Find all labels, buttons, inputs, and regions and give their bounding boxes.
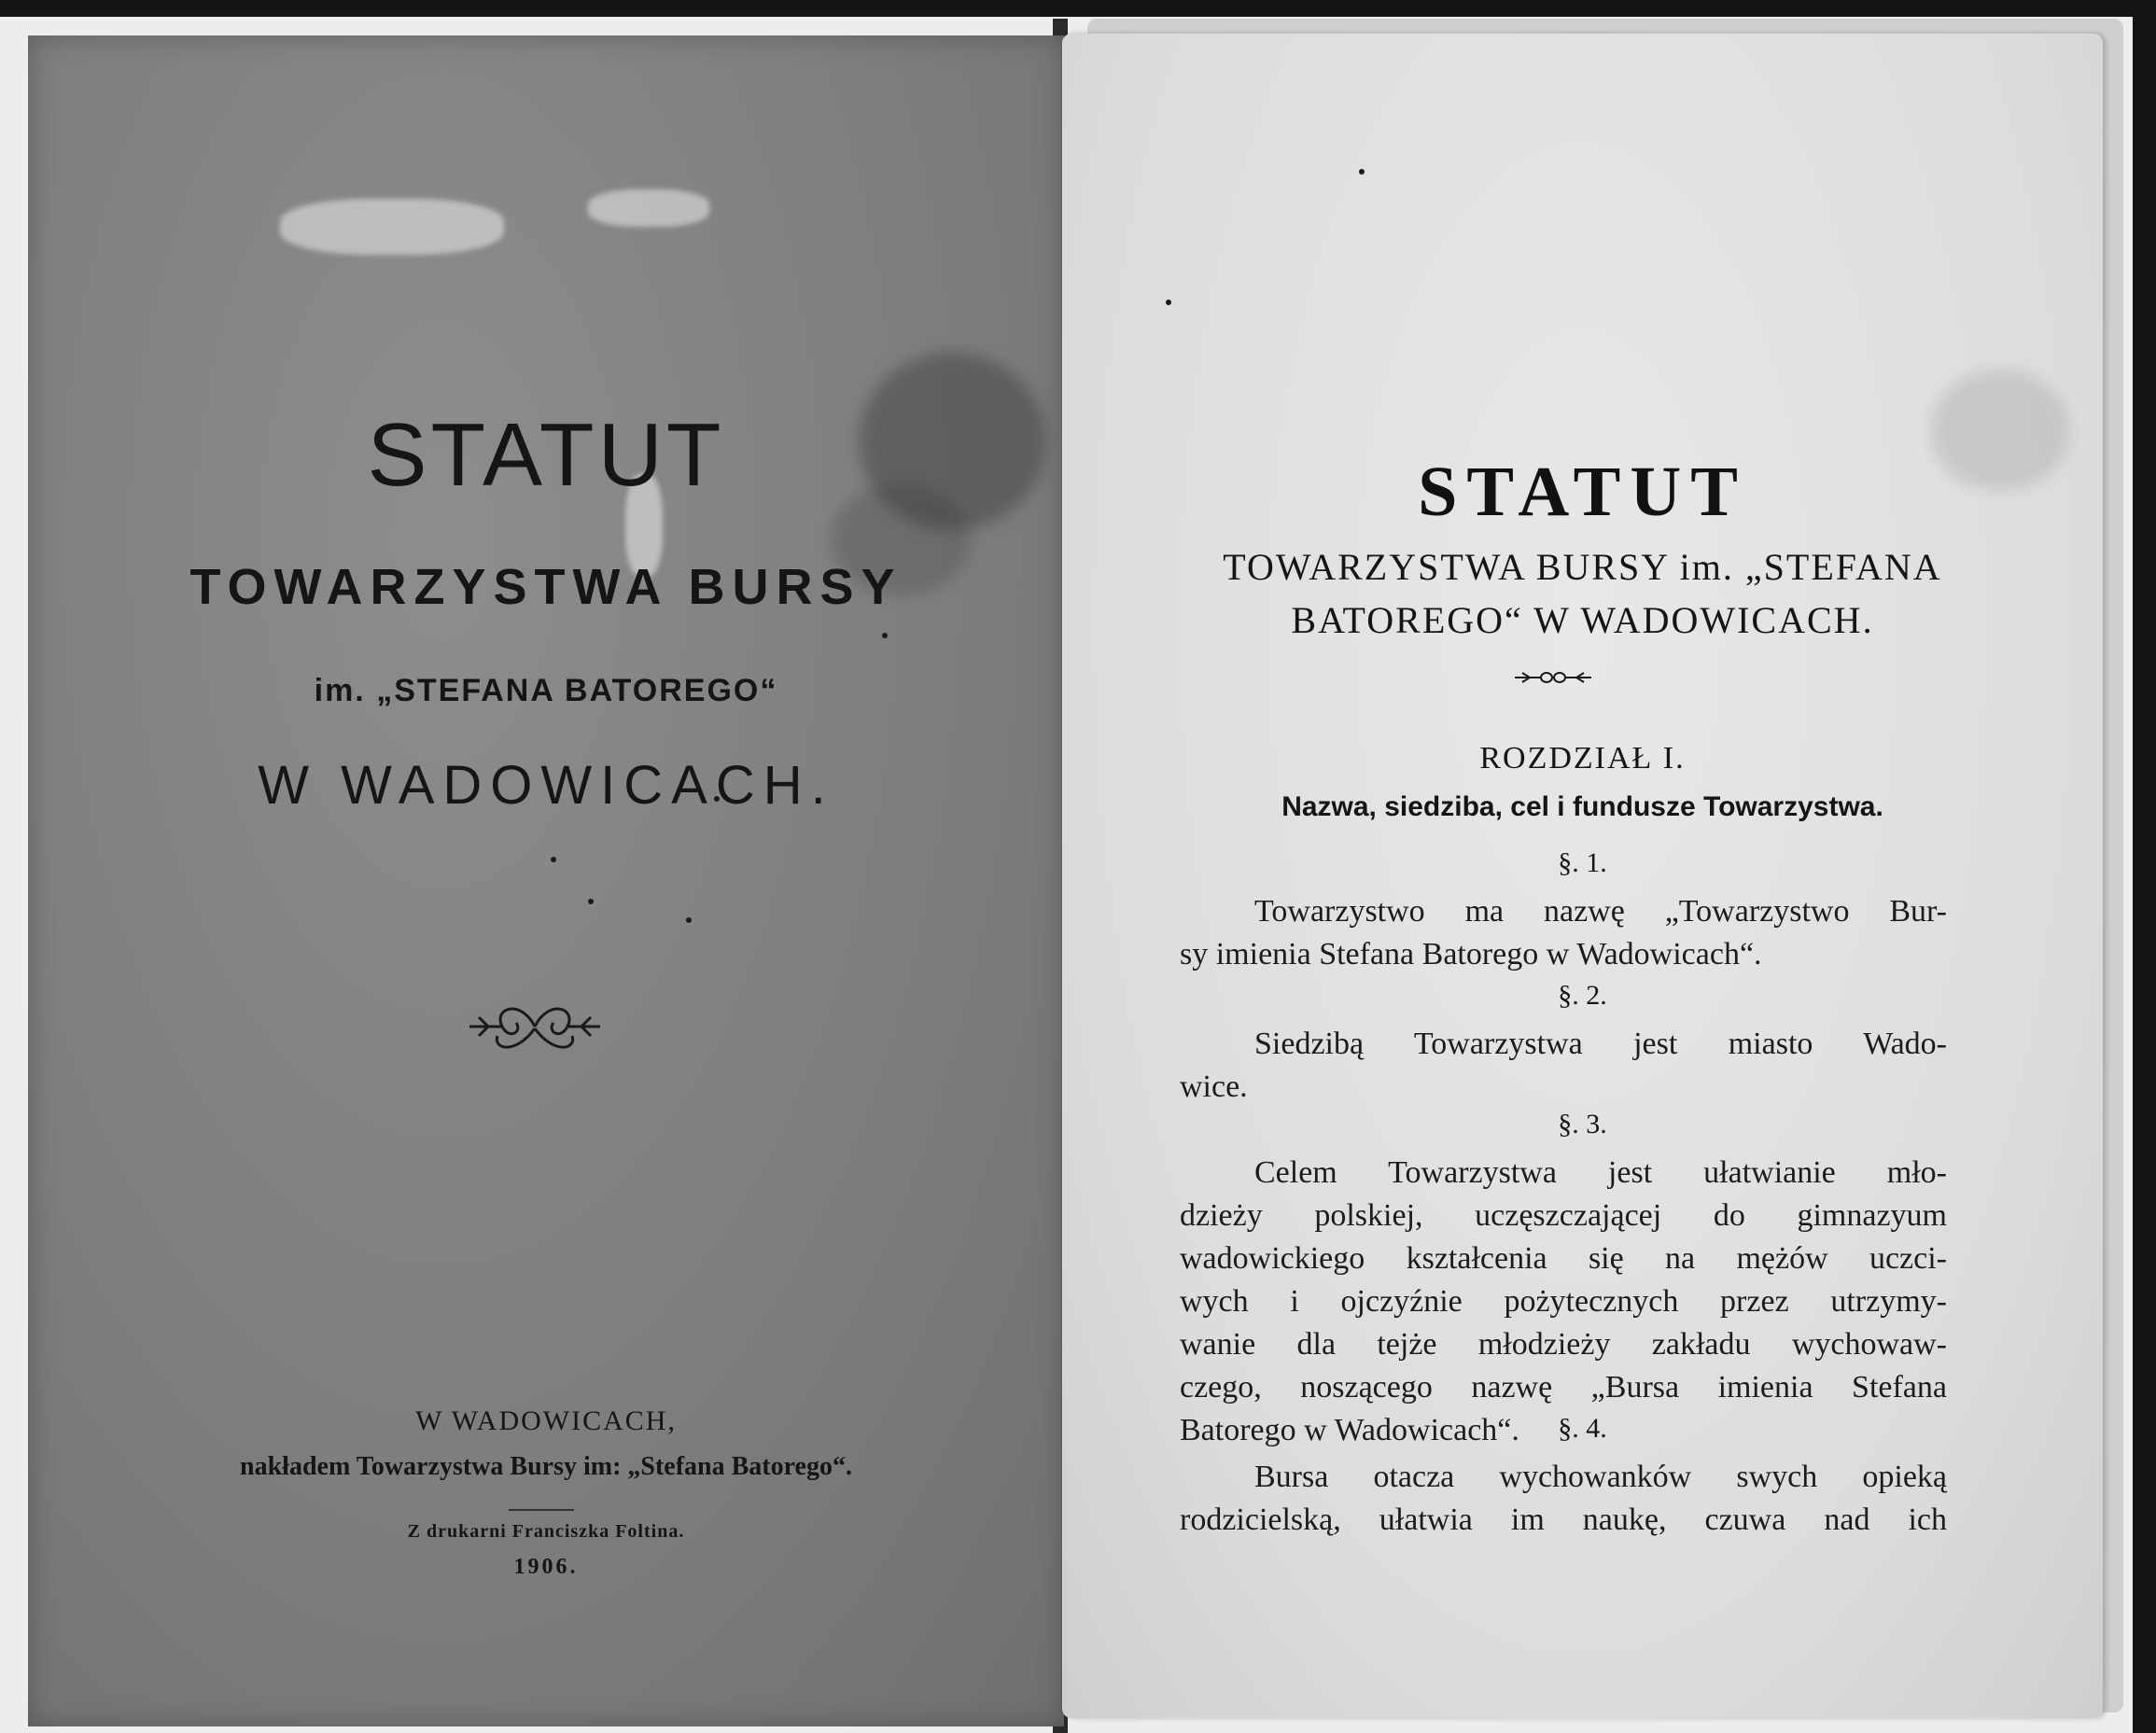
booklet-cover: [28, 35, 1064, 1726]
page-subtitle-line-2: BATOREGO“ W WADOWICACH.: [1291, 599, 1874, 641]
section-number: §. 1.: [1558, 847, 1607, 878]
chapter-heading: ROZDZIAŁ I.: [1479, 741, 1686, 776]
cover-divider: [509, 1509, 574, 1511]
section-number: §. 4.: [1558, 1413, 1607, 1444]
chapter-title: Nazwa, siedziba, cel i fundusze Towarzystwa.: [1281, 791, 1883, 822]
page-title: STATUT: [1418, 453, 1747, 531]
photo-edge-top: [0, 0, 2156, 17]
cover-imprint-year: 1906.: [513, 1555, 579, 1579]
cover-subtitle-patron: im. „STEFANA BATOREGO“: [314, 673, 778, 708]
section-body: [1180, 890, 1947, 976]
text-line: sy imienia Stefana Batorego w Wadowicach“.: [1180, 937, 1762, 971]
text-line: Batorego w Wadowicach“.: [1180, 1413, 1519, 1447]
text-line: Siedzibą Towarzystwa jest miasto Wado-: [1254, 1027, 1947, 1061]
cover-imprint-publisher: nakładem Towarzystwa Bursy im: „Stefana Batorego“.: [240, 1452, 852, 1481]
cover-title: STATUT: [367, 405, 725, 505]
text-line: dzieży polskiej, uczęszczającej do gimnazyum: [1180, 1198, 1947, 1233]
scroll-ornament-icon: [465, 989, 605, 1064]
text-line: Towarzystwo ma nazwę „Towarzystwo Bur-: [1254, 894, 1947, 929]
statute-page: [1062, 34, 2103, 1718]
page-subtitle-line-1: TOWARZYSTWA BURSY im. „STEFANA: [1223, 546, 1942, 588]
text-line: Bursa otacza wychowanków swych opieką: [1254, 1460, 1947, 1494]
text-line: rodzicielską, ułatwia im naukę, czuwa nad ich: [1180, 1502, 1947, 1537]
cover-subtitle-society: TOWARZYSTWA BURSY: [189, 559, 903, 615]
text-line: wanie dla tejże młodzieży zakładu wychowaw-: [1180, 1327, 1947, 1362]
text-line: wadowickiego kształcenia się na mężów uczci-: [1180, 1241, 1947, 1276]
section-body: [1180, 1023, 1947, 1109]
cover-subtitle-town: W WADOWICACH.: [258, 755, 834, 816]
cover-imprint-city: W WADOWICACH,: [415, 1405, 677, 1436]
text-line: czego, noszącego nazwę „Bursa imienia Stefana: [1180, 1370, 1947, 1405]
cover-imprint-printer: Z drukarni Franciszka Foltina.: [407, 1521, 685, 1542]
section-number: §. 3.: [1558, 1109, 1607, 1139]
section-body: [1180, 1456, 1947, 1542]
text-line: wych i ojczyźnie pożytecznych przez utrzymy-: [1180, 1284, 1947, 1319]
section-number: §. 2.: [1558, 980, 1607, 1011]
text-line: Celem Towarzystwa jest ułatwianie mło-: [1254, 1155, 1947, 1190]
photo-edge-right: [2133, 0, 2156, 1733]
divider-ornament-icon: [1513, 668, 1593, 687]
section-body: [1180, 1152, 1947, 1452]
text-line: wice.: [1180, 1069, 1248, 1104]
